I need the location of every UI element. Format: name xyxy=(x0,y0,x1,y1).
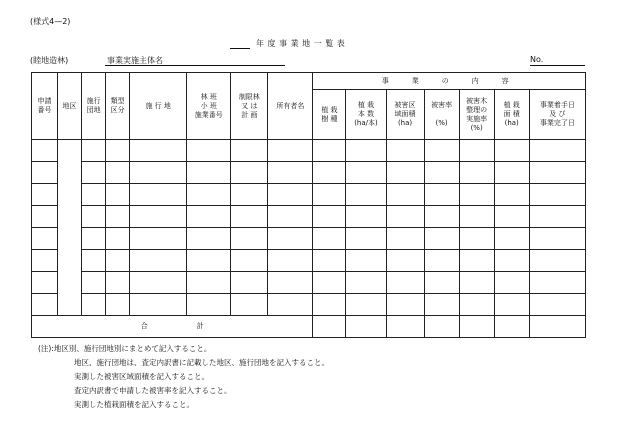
project-site-table xyxy=(31,72,586,338)
table-cell[interactable] xyxy=(231,184,268,206)
table-cell[interactable] xyxy=(346,162,386,184)
table-cell[interactable] xyxy=(459,272,494,294)
table-cell[interactable] xyxy=(231,250,268,272)
table-cell[interactable] xyxy=(106,294,130,316)
table-cell[interactable] xyxy=(346,206,386,228)
table-cell[interactable] xyxy=(346,294,386,316)
table-cell[interactable] xyxy=(32,206,58,228)
table-cell[interactable] xyxy=(386,228,424,250)
table-cell[interactable] xyxy=(346,250,386,272)
table-cell[interactable] xyxy=(187,228,231,250)
table-cell[interactable] xyxy=(32,294,58,316)
table-cell[interactable] xyxy=(494,162,529,184)
table-cell[interactable] xyxy=(32,162,58,184)
table-cell[interactable] xyxy=(313,184,346,206)
table-cell[interactable] xyxy=(313,206,346,228)
table-row xyxy=(32,206,586,228)
table-cell[interactable] xyxy=(386,272,424,294)
table-cell[interactable] xyxy=(494,140,529,162)
note-line: 実測した被害区域面積を記入すること。 xyxy=(74,372,209,381)
table-cell[interactable] xyxy=(268,206,313,228)
table-cell[interactable] xyxy=(32,272,58,294)
table-cell[interactable] xyxy=(106,272,130,294)
table-row xyxy=(32,250,586,272)
table-cell[interactable] xyxy=(82,140,106,162)
col-cleanup-rate: 被害木 整理の 実施率 (%) xyxy=(459,90,494,140)
table-cell[interactable] xyxy=(529,184,585,206)
table-cell[interactable] xyxy=(346,272,386,294)
table-cell[interactable] xyxy=(231,162,268,184)
col-project-content-group: 事 業 の 内 容 xyxy=(313,73,586,90)
table-cell[interactable] xyxy=(386,250,424,272)
note-line: 査定内訳書で申請した被害率を記入すること。 xyxy=(74,386,232,395)
table-row xyxy=(32,272,586,294)
col-planting-area: 植 栽 面 積 (ha) xyxy=(494,90,529,140)
table-cell[interactable] xyxy=(82,228,106,250)
table-cell[interactable] xyxy=(494,272,529,294)
actor-label: 事業実施主体名 xyxy=(107,56,163,65)
total-label: 合 計 xyxy=(32,316,313,338)
table-cell[interactable] xyxy=(106,228,130,250)
table-cell[interactable] xyxy=(529,250,585,272)
table-cell[interactable] xyxy=(268,162,313,184)
table-cell[interactable] xyxy=(268,184,313,206)
total-cell[interactable] xyxy=(313,316,346,338)
table-cell[interactable] xyxy=(106,250,130,272)
table-cell[interactable] xyxy=(313,294,346,316)
table-cell[interactable] xyxy=(187,162,231,184)
table-cell[interactable] xyxy=(187,272,231,294)
table-cell[interactable] xyxy=(82,272,106,294)
col-species: 植 栽 樹 種 xyxy=(313,90,346,140)
table-cell[interactable] xyxy=(32,184,58,206)
table-row xyxy=(32,184,586,206)
note-line: 実測した植栽面積を記入すること。 xyxy=(74,400,194,409)
table-cell[interactable] xyxy=(494,294,529,316)
table-cell[interactable] xyxy=(130,250,187,272)
table-cell[interactable] xyxy=(346,228,386,250)
table-cell[interactable] xyxy=(494,228,529,250)
table-cell[interactable] xyxy=(268,272,313,294)
table-cell[interactable] xyxy=(386,140,424,162)
table-cell[interactable] xyxy=(58,140,82,316)
table-cell[interactable] xyxy=(187,184,231,206)
table-cell[interactable] xyxy=(494,184,529,206)
table-cell[interactable] xyxy=(386,206,424,228)
table-cell[interactable] xyxy=(268,250,313,272)
table-cell[interactable] xyxy=(386,162,424,184)
table-cell[interactable] xyxy=(424,140,459,162)
title-year-blank[interactable] xyxy=(230,40,250,49)
table-cell[interactable] xyxy=(494,206,529,228)
table-cell[interactable] xyxy=(82,206,106,228)
table-cell[interactable] xyxy=(187,250,231,272)
table-cell[interactable] xyxy=(529,272,585,294)
table-cell[interactable] xyxy=(187,206,231,228)
table-cell[interactable] xyxy=(32,140,58,162)
col-damage-area: 被害区 域面積 (ha) xyxy=(386,90,424,140)
form-code: (様式4—2) xyxy=(30,17,71,26)
table-cell[interactable] xyxy=(424,184,459,206)
table-row xyxy=(32,140,586,162)
table-cell[interactable] xyxy=(130,140,187,162)
table-cell[interactable] xyxy=(424,162,459,184)
table-cell[interactable] xyxy=(82,250,106,272)
table-cell[interactable] xyxy=(459,206,494,228)
table-cell[interactable] xyxy=(106,140,130,162)
total-cell[interactable] xyxy=(346,316,386,338)
table-cell[interactable] xyxy=(106,184,130,206)
col-type: 類型 区分 xyxy=(106,73,130,140)
table-cell[interactable] xyxy=(82,184,106,206)
table-cell[interactable] xyxy=(424,294,459,316)
total-cell[interactable] xyxy=(386,316,424,338)
table-cell[interactable] xyxy=(346,184,386,206)
table-cell[interactable] xyxy=(313,250,346,272)
table-cell[interactable] xyxy=(346,140,386,162)
table-cell[interactable] xyxy=(459,294,494,316)
col-dates: 事業着手日 及 び 事業完了日 xyxy=(529,90,585,140)
table-cell[interactable] xyxy=(459,162,494,184)
table-cell[interactable] xyxy=(459,184,494,206)
table-cell[interactable] xyxy=(313,140,346,162)
table-cell[interactable] xyxy=(130,162,187,184)
table-cell[interactable] xyxy=(494,250,529,272)
notes-section xyxy=(38,342,329,412)
total-cell[interactable] xyxy=(529,316,585,338)
forest-type-label: (睦地造林) xyxy=(30,56,69,65)
table-cell[interactable] xyxy=(313,162,346,184)
table-cell[interactable] xyxy=(386,294,424,316)
col-planting-count: 植 栽 本 数 (ha/本) xyxy=(346,90,386,140)
table-cell[interactable] xyxy=(32,250,58,272)
table-cell[interactable] xyxy=(32,228,58,250)
table-row xyxy=(32,228,586,250)
table-cell[interactable] xyxy=(529,206,585,228)
note-line: (注):地区別、施行団地別にまとめて記入すること。 xyxy=(38,344,212,353)
table-cell[interactable] xyxy=(459,228,494,250)
page-number-label: No. xyxy=(530,55,544,64)
table-cell[interactable] xyxy=(424,206,459,228)
table-cell[interactable] xyxy=(130,294,187,316)
page-number-field[interactable] xyxy=(530,65,585,66)
table-cell[interactable] xyxy=(130,228,187,250)
document-title-text: 年 度 事 業 地 一 覧 表 xyxy=(256,39,346,48)
table-cell[interactable] xyxy=(231,294,268,316)
table-cell[interactable] xyxy=(130,206,187,228)
table-cell[interactable] xyxy=(106,206,130,228)
table-cell[interactable] xyxy=(529,294,585,316)
col-owner: 所有者名 xyxy=(268,73,313,140)
col-forest-block: 林 班 小 班 施業番号 xyxy=(187,73,231,140)
table-cell[interactable] xyxy=(459,250,494,272)
table-cell[interactable] xyxy=(459,140,494,162)
table-cell[interactable] xyxy=(130,272,187,294)
col-restriction: 制限林 又 は 計 画 xyxy=(231,73,268,140)
table-cell[interactable] xyxy=(424,228,459,250)
table-cell[interactable] xyxy=(313,272,346,294)
table-cell[interactable] xyxy=(424,272,459,294)
total-cell[interactable] xyxy=(494,316,529,338)
table-cell[interactable] xyxy=(187,294,231,316)
document-title xyxy=(230,38,345,49)
table-cell[interactable] xyxy=(529,228,585,250)
table-cell[interactable] xyxy=(187,140,231,162)
table-cell[interactable] xyxy=(231,140,268,162)
table-cell[interactable] xyxy=(82,294,106,316)
total-cell[interactable] xyxy=(459,316,494,338)
table-cell[interactable] xyxy=(386,184,424,206)
table-cell[interactable] xyxy=(106,162,130,184)
table-cell[interactable] xyxy=(424,250,459,272)
col-group: 施行 団地 xyxy=(82,73,106,140)
table-row xyxy=(32,294,586,316)
actor-name-field[interactable] xyxy=(105,65,285,66)
table-cell[interactable] xyxy=(130,184,187,206)
total-cell[interactable] xyxy=(424,316,459,338)
table-row xyxy=(32,162,586,184)
table-cell[interactable] xyxy=(529,162,585,184)
table-cell[interactable] xyxy=(231,228,268,250)
table-cell[interactable] xyxy=(82,162,106,184)
table-cell[interactable] xyxy=(529,140,585,162)
table-cell[interactable] xyxy=(231,206,268,228)
col-region: 地区 xyxy=(58,73,82,140)
col-application-number: 申請 番号 xyxy=(32,73,58,140)
table-cell[interactable] xyxy=(268,228,313,250)
col-location: 施 行 地 xyxy=(130,73,187,140)
table-cell[interactable] xyxy=(313,228,346,250)
table-cell[interactable] xyxy=(231,272,268,294)
table-cell[interactable] xyxy=(268,140,313,162)
note-line: 地区、施行団地は、査定内訳書に記載した地区、施行団地を記入すること。 xyxy=(74,358,329,367)
table-cell[interactable] xyxy=(268,294,313,316)
col-damage-rate: 被害率 (%) xyxy=(424,90,459,140)
